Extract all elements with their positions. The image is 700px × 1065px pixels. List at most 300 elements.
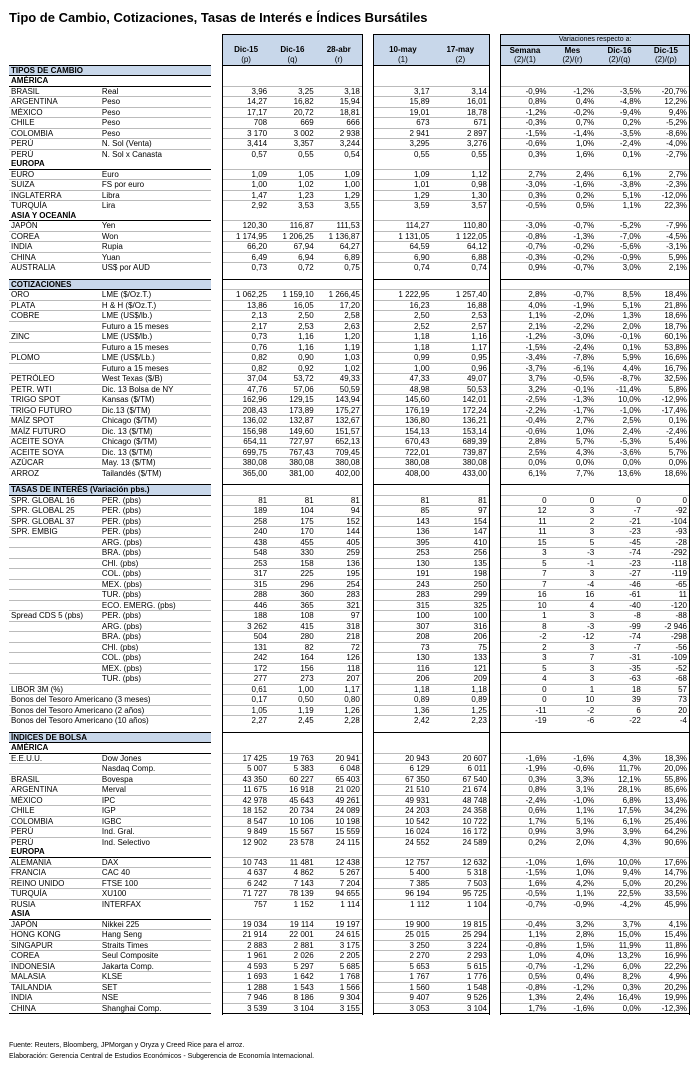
row-label bbox=[9, 558, 100, 569]
value-cell: 12 757 bbox=[374, 857, 432, 868]
row-label: RUSIA bbox=[9, 899, 100, 909]
value-cell: 16,7% bbox=[643, 363, 690, 374]
value-cell: 136,02 bbox=[223, 416, 270, 427]
value-cell: 0,5% bbox=[501, 972, 549, 983]
value-cell: 172,24 bbox=[432, 405, 490, 416]
value-cell: 2 881 bbox=[269, 940, 316, 951]
value-cell: 2,63 bbox=[316, 321, 363, 332]
value-cell: 5 bbox=[501, 663, 549, 674]
value-cell: 380,08 bbox=[432, 458, 490, 469]
value-cell: 299 bbox=[432, 590, 490, 601]
value-cell: 7 204 bbox=[316, 878, 363, 889]
value-cell: 6,49 bbox=[223, 252, 270, 263]
value-cell: 207 bbox=[316, 674, 363, 685]
value-cell: 3 170 bbox=[223, 128, 270, 139]
row-label: COREA bbox=[9, 951, 100, 962]
table-row bbox=[9, 642, 690, 653]
value-cell: -7 bbox=[596, 506, 643, 517]
row-label: TAILANDIA bbox=[9, 982, 100, 993]
value-cell: 3,295 bbox=[374, 139, 432, 150]
value-cell: 7 bbox=[549, 653, 597, 664]
value-cell: 13,6% bbox=[596, 468, 643, 478]
table-row bbox=[9, 374, 690, 385]
value-cell: -40 bbox=[596, 600, 643, 611]
value-cell: 100 bbox=[432, 611, 490, 622]
row-label: INDIA bbox=[9, 242, 100, 253]
value-cell: 2,4% bbox=[549, 993, 597, 1004]
value-cell: 0,1% bbox=[596, 342, 643, 353]
value-cell: 2,53 bbox=[269, 321, 316, 332]
row-label: COREA bbox=[9, 231, 100, 242]
value-cell: 253 bbox=[374, 548, 432, 559]
value-cell: 3,2% bbox=[549, 919, 597, 930]
row-sublabel: PER. (pbs) bbox=[100, 527, 211, 538]
row-sublabel: IGP bbox=[100, 806, 211, 817]
value-cell: 0 bbox=[501, 695, 549, 706]
value-cell: 1,18 bbox=[374, 342, 432, 353]
table-row bbox=[9, 795, 690, 806]
value-cell: 3,96 bbox=[223, 86, 270, 97]
value-cell: 1,16 bbox=[269, 342, 316, 353]
value-cell: 1 104 bbox=[432, 899, 490, 909]
value-cell: 57 bbox=[643, 684, 690, 695]
value-cell: -0,2% bbox=[549, 107, 597, 118]
value-cell: 1,29 bbox=[316, 190, 363, 201]
value-cell: 1 062,25 bbox=[223, 290, 270, 301]
table-row bbox=[9, 868, 690, 879]
value-cell: 50,53 bbox=[432, 384, 490, 395]
value-cell: 135 bbox=[432, 558, 490, 569]
value-cell: 4,2% bbox=[549, 878, 597, 889]
row-sublabel: DAX bbox=[100, 857, 211, 868]
row-label: INDONESIA bbox=[9, 961, 100, 972]
row-label bbox=[9, 363, 100, 374]
value-cell: 4,0% bbox=[501, 300, 549, 311]
value-cell: 1,7% bbox=[501, 1003, 549, 1014]
column-subheader-1: (p) bbox=[223, 55, 270, 65]
row-sublabel: Chicago ($/TM) bbox=[100, 416, 211, 427]
value-cell: 3,59 bbox=[374, 201, 432, 211]
value-cell: 24 358 bbox=[432, 806, 490, 817]
value-cell: 154 bbox=[432, 516, 490, 527]
table-row bbox=[9, 107, 690, 118]
value-cell: 1,3% bbox=[501, 993, 549, 1004]
table-row bbox=[9, 548, 690, 559]
value-cell: 16,05 bbox=[269, 300, 316, 311]
value-cell: 81 bbox=[223, 495, 270, 506]
value-cell: 18,6% bbox=[643, 468, 690, 478]
value-cell: -2,2% bbox=[549, 321, 597, 332]
value-cell: 0,98 bbox=[432, 180, 490, 191]
value-cell: 242 bbox=[223, 653, 270, 664]
value-cell: 5 685 bbox=[316, 961, 363, 972]
value-cell: -1,3% bbox=[549, 395, 597, 406]
value-cell: 5 615 bbox=[432, 961, 490, 972]
value-cell: 1 114 bbox=[316, 899, 363, 909]
value-cell: 0,0% bbox=[643, 458, 690, 469]
value-cell: 2,23 bbox=[432, 716, 490, 726]
table-row bbox=[9, 611, 690, 622]
value-cell: 669 bbox=[269, 118, 316, 129]
table-row bbox=[9, 263, 690, 273]
value-cell: 0,50 bbox=[269, 695, 316, 706]
row-sublabel: Dic.13 ($/TM) bbox=[100, 405, 211, 416]
value-cell: 3,414 bbox=[223, 139, 270, 150]
value-cell: 15,0% bbox=[596, 930, 643, 941]
table-row bbox=[9, 684, 690, 695]
value-cell: 71 727 bbox=[223, 889, 270, 900]
table-row bbox=[9, 321, 690, 332]
value-cell: -4 bbox=[549, 579, 597, 590]
value-cell: 2 205 bbox=[316, 951, 363, 962]
value-cell: -1,6% bbox=[549, 180, 597, 191]
value-cell: 671 bbox=[432, 118, 490, 129]
region-header bbox=[9, 743, 690, 754]
value-cell: -0,7% bbox=[501, 961, 549, 972]
value-cell: 14,27 bbox=[223, 97, 270, 108]
value-cell: 2,45 bbox=[269, 716, 316, 726]
row-sublabel: Peso bbox=[100, 118, 211, 129]
value-cell: 6,89 bbox=[316, 252, 363, 263]
value-cell: 5,0% bbox=[596, 878, 643, 889]
value-cell: 7 143 bbox=[269, 878, 316, 889]
value-cell: 2 bbox=[501, 642, 549, 653]
value-cell: -4,0% bbox=[643, 139, 690, 150]
value-cell: -0,5% bbox=[501, 201, 549, 211]
value-cell: 18,7% bbox=[643, 321, 690, 332]
value-cell: 2,53 bbox=[432, 311, 490, 322]
row-sublabel: PER. (pbs) bbox=[100, 516, 211, 527]
value-cell: -28 bbox=[643, 537, 690, 548]
value-cell: -8 bbox=[596, 611, 643, 622]
value-cell: 94 bbox=[316, 506, 363, 517]
table-row bbox=[9, 149, 690, 159]
row-sublabel: May. 13 ($/TM) bbox=[100, 458, 211, 469]
table-row bbox=[9, 899, 690, 909]
value-cell: 17,20 bbox=[316, 300, 363, 311]
value-cell: 2,7% bbox=[643, 169, 690, 180]
value-cell: 191 bbox=[374, 569, 432, 580]
value-cell: 16 918 bbox=[269, 785, 316, 796]
value-cell: 1 768 bbox=[316, 972, 363, 983]
value-cell: 16 bbox=[549, 590, 597, 601]
value-cell: 120,30 bbox=[223, 221, 270, 232]
value-cell: 133 bbox=[432, 653, 490, 664]
row-label: ARROZ bbox=[9, 468, 100, 478]
value-cell: 321 bbox=[316, 600, 363, 611]
value-cell: -65 bbox=[643, 579, 690, 590]
table-row bbox=[9, 300, 690, 311]
value-cell: 104 bbox=[269, 506, 316, 517]
value-cell: 8,5% bbox=[596, 290, 643, 301]
value-cell: 67 350 bbox=[374, 774, 432, 785]
value-cell: 0 bbox=[549, 495, 597, 506]
value-cell: 60,1% bbox=[643, 332, 690, 343]
table-row bbox=[9, 961, 690, 972]
row-sublabel: Peso bbox=[100, 97, 211, 108]
value-cell: 1,47 bbox=[223, 190, 270, 201]
row-label bbox=[9, 674, 100, 685]
value-cell: 1 222,95 bbox=[374, 290, 432, 301]
value-cell: 288 bbox=[223, 590, 270, 601]
value-cell: 175,27 bbox=[316, 405, 363, 416]
value-cell: 673 bbox=[374, 118, 432, 129]
value-cell: 9 526 bbox=[432, 993, 490, 1004]
value-cell: 130 bbox=[374, 558, 432, 569]
value-cell: 12,2% bbox=[643, 97, 690, 108]
column-header-7: Mes bbox=[549, 45, 597, 55]
row-sublabel: NSE bbox=[100, 993, 211, 1004]
value-cell: -74 bbox=[596, 548, 643, 559]
value-cell: 10,0% bbox=[596, 857, 643, 868]
value-cell: 1 112 bbox=[374, 899, 432, 909]
value-cell: -2 bbox=[501, 632, 549, 643]
row-sublabel: Futuro a 15 meses bbox=[100, 363, 211, 374]
section-header bbox=[9, 65, 690, 76]
value-cell: 0,55 bbox=[374, 149, 432, 159]
row-sublabel: Real bbox=[100, 86, 211, 97]
value-cell: -0,6% bbox=[501, 139, 549, 150]
value-cell: 4,3% bbox=[596, 753, 643, 764]
value-cell: 143,94 bbox=[316, 395, 363, 406]
section-title: COTIZACIONES bbox=[9, 279, 211, 290]
row-label: MÉXICO bbox=[9, 795, 100, 806]
value-cell: -0,8% bbox=[501, 231, 549, 242]
row-sublabel: Rupia bbox=[100, 242, 211, 253]
value-cell: 3,3% bbox=[549, 774, 597, 785]
row-sublabel: N. Sol (Venta) bbox=[100, 139, 211, 150]
value-cell: 162,96 bbox=[223, 395, 270, 406]
row-sublabel: Futuro a 15 meses bbox=[100, 342, 211, 353]
value-cell: 6,8% bbox=[596, 795, 643, 806]
value-cell: -1,6% bbox=[549, 753, 597, 764]
table-row bbox=[9, 342, 690, 353]
value-cell: 317 bbox=[223, 569, 270, 580]
value-cell: 1 122,05 bbox=[432, 231, 490, 242]
row-sublabel: COL. (pbs) bbox=[100, 569, 211, 580]
value-cell: 2,28 bbox=[316, 716, 363, 726]
value-cell: 0,92 bbox=[269, 363, 316, 374]
value-cell: 23 578 bbox=[269, 837, 316, 847]
value-cell: 13,2% bbox=[596, 951, 643, 962]
region-label: ASIA Y OCEANÍA bbox=[9, 211, 211, 221]
value-cell: 37,04 bbox=[223, 374, 270, 385]
row-label: AUSTRALIA bbox=[9, 263, 100, 273]
value-cell: 20 734 bbox=[269, 806, 316, 817]
row-label: Bonos del Tesoro Americano (3 meses) bbox=[9, 695, 211, 706]
value-cell: -0,8% bbox=[501, 940, 549, 951]
value-cell: 1 bbox=[501, 611, 549, 622]
value-cell: 5,1% bbox=[596, 300, 643, 311]
value-cell: 65 403 bbox=[316, 774, 363, 785]
value-cell: 0,5% bbox=[549, 201, 597, 211]
value-cell: 1,00 bbox=[269, 684, 316, 695]
table-row bbox=[9, 128, 690, 139]
row-sublabel: XU100 bbox=[100, 889, 211, 900]
value-cell: 4 637 bbox=[223, 868, 270, 879]
value-cell: 2,58 bbox=[316, 311, 363, 322]
value-cell: 4 593 bbox=[223, 961, 270, 972]
value-cell: 433,00 bbox=[432, 468, 490, 478]
row-sublabel: LME ($/Oz.T.) bbox=[100, 290, 211, 301]
row-label: INGLATERRA bbox=[9, 190, 100, 201]
value-cell: 3 bbox=[549, 527, 597, 538]
value-cell: 100 bbox=[374, 611, 432, 622]
value-cell: 277 bbox=[223, 674, 270, 685]
value-cell: 1 961 bbox=[223, 951, 270, 962]
value-cell: 19 763 bbox=[269, 753, 316, 764]
value-cell: -6 bbox=[549, 716, 597, 726]
value-cell: 243 bbox=[374, 579, 432, 590]
value-cell: 11 bbox=[501, 516, 549, 527]
value-cell: 21 914 bbox=[223, 930, 270, 941]
value-cell: -20,7% bbox=[643, 86, 690, 97]
value-cell: 39 bbox=[596, 695, 643, 706]
value-cell: 53,8% bbox=[643, 342, 690, 353]
value-cell: 0,2% bbox=[549, 190, 597, 201]
value-cell: 1,19 bbox=[269, 705, 316, 716]
row-sublabel: Won bbox=[100, 231, 211, 242]
value-cell: 17,6% bbox=[643, 857, 690, 868]
value-cell: 3 bbox=[549, 642, 597, 653]
value-cell: 2,7% bbox=[501, 169, 549, 180]
value-cell: 1 767 bbox=[374, 972, 432, 983]
row-label: PERÚ bbox=[9, 149, 100, 159]
row-label: PETRÓLEO bbox=[9, 374, 100, 385]
table-row bbox=[9, 632, 690, 643]
value-cell: -19 bbox=[501, 716, 549, 726]
value-cell: -0,1% bbox=[596, 332, 643, 343]
value-cell: -23 bbox=[596, 558, 643, 569]
value-cell: 16,82 bbox=[269, 97, 316, 108]
value-cell: 81 bbox=[374, 495, 432, 506]
value-cell: 250 bbox=[432, 579, 490, 590]
value-cell: 152 bbox=[316, 516, 363, 527]
value-cell: 5,9% bbox=[643, 252, 690, 263]
row-label: TURQUÍA bbox=[9, 889, 100, 900]
value-cell: 1 566 bbox=[316, 982, 363, 993]
value-cell: 1,26 bbox=[316, 705, 363, 716]
value-cell: 32,5% bbox=[643, 374, 690, 385]
value-cell: -5,6% bbox=[596, 242, 643, 253]
row-label: BRASIL bbox=[9, 774, 100, 785]
value-cell: 4,9% bbox=[643, 972, 690, 983]
column-header-9: Dic-15 bbox=[643, 45, 690, 55]
value-cell: -3,0% bbox=[549, 332, 597, 343]
row-label: PLATA bbox=[9, 300, 100, 311]
value-cell: 75 bbox=[432, 642, 490, 653]
value-cell: -0,3% bbox=[501, 252, 549, 263]
value-cell: 256 bbox=[432, 548, 490, 559]
table-row bbox=[9, 621, 690, 632]
value-cell: 1,03 bbox=[316, 353, 363, 364]
value-cell: -7,9% bbox=[643, 221, 690, 232]
value-cell: -1,6% bbox=[549, 1003, 597, 1014]
row-sublabel: LME (US$/Lb.) bbox=[100, 353, 211, 364]
value-cell: 1,00 bbox=[223, 180, 270, 191]
value-cell: 1,1% bbox=[596, 201, 643, 211]
value-cell: 18 152 bbox=[223, 806, 270, 817]
value-cell: 1 bbox=[549, 684, 597, 695]
table-row bbox=[9, 816, 690, 827]
value-cell: 73 bbox=[374, 642, 432, 653]
row-label: MAÍZ FUTURO bbox=[9, 426, 100, 437]
value-cell: 136,21 bbox=[432, 416, 490, 427]
page-title: Tipo de Cambio, Cotizaciones, Tasas de Interés e Índices Bursátiles bbox=[9, 10, 428, 25]
value-cell: 1,05 bbox=[223, 705, 270, 716]
value-cell: 3 bbox=[549, 663, 597, 674]
value-cell: -1,2% bbox=[501, 107, 549, 118]
value-cell: 415 bbox=[269, 621, 316, 632]
value-cell: 2,52 bbox=[374, 321, 432, 332]
value-cell: 2,8% bbox=[501, 290, 549, 301]
row-label bbox=[9, 569, 100, 580]
value-cell: 6,90 bbox=[374, 252, 432, 263]
row-label: LIBOR 3M (%) bbox=[9, 684, 211, 695]
column-header-2: Dic-16 bbox=[269, 45, 316, 55]
row-label: PERÚ bbox=[9, 139, 100, 150]
value-cell: 8,2% bbox=[596, 972, 643, 983]
value-cell: 49,33 bbox=[316, 374, 363, 385]
region-header bbox=[9, 847, 690, 857]
table-row bbox=[9, 716, 690, 726]
column-subheader-2: (q) bbox=[269, 55, 316, 65]
value-cell: 15,4% bbox=[643, 930, 690, 941]
row-label: CHINA bbox=[9, 1003, 100, 1014]
region-header bbox=[9, 76, 690, 87]
value-cell: 49 261 bbox=[316, 795, 363, 806]
value-cell: 11 481 bbox=[269, 857, 316, 868]
value-cell: -4 bbox=[643, 716, 690, 726]
value-cell: -99 bbox=[596, 621, 643, 632]
value-cell: 0,89 bbox=[432, 695, 490, 706]
value-cell: 2 026 bbox=[269, 951, 316, 962]
value-cell: 21 510 bbox=[374, 785, 432, 796]
section-header bbox=[9, 732, 690, 743]
value-cell: -0,6% bbox=[549, 764, 597, 775]
value-cell: 189 bbox=[223, 506, 270, 517]
value-cell: 22,2% bbox=[643, 961, 690, 972]
row-sublabel: Seul Composite bbox=[100, 951, 211, 962]
value-cell: 1,1% bbox=[549, 806, 597, 817]
row-label: Bonos del Tesoro Americano (2 años) bbox=[9, 705, 211, 716]
row-label bbox=[9, 590, 100, 601]
value-cell: 24 203 bbox=[374, 806, 432, 817]
value-cell: 55,8% bbox=[643, 774, 690, 785]
value-cell: 0,6% bbox=[501, 806, 549, 817]
value-cell: 72 bbox=[316, 642, 363, 653]
value-cell: 408,00 bbox=[374, 468, 432, 478]
value-cell: 126 bbox=[316, 653, 363, 664]
value-cell: 16,6% bbox=[643, 353, 690, 364]
value-cell: 2,50 bbox=[269, 311, 316, 322]
row-label bbox=[9, 653, 100, 664]
value-cell: -1,6% bbox=[501, 753, 549, 764]
value-cell: 15 bbox=[501, 537, 549, 548]
value-cell: 380,08 bbox=[316, 458, 363, 469]
value-cell: 19,01 bbox=[374, 107, 432, 118]
value-cell: -2,4% bbox=[501, 795, 549, 806]
value-cell: 3 155 bbox=[316, 1003, 363, 1014]
value-cell: -2,4% bbox=[643, 426, 690, 437]
value-cell: 82 bbox=[269, 642, 316, 653]
row-sublabel: LME (US$/lb.) bbox=[100, 311, 211, 322]
value-cell: 6,1% bbox=[596, 816, 643, 827]
value-cell: -1,7% bbox=[549, 405, 597, 416]
row-sublabel: Dic. 13 ($/TM) bbox=[100, 426, 211, 437]
value-cell: 548 bbox=[223, 548, 270, 559]
value-cell: 3,9% bbox=[596, 827, 643, 838]
